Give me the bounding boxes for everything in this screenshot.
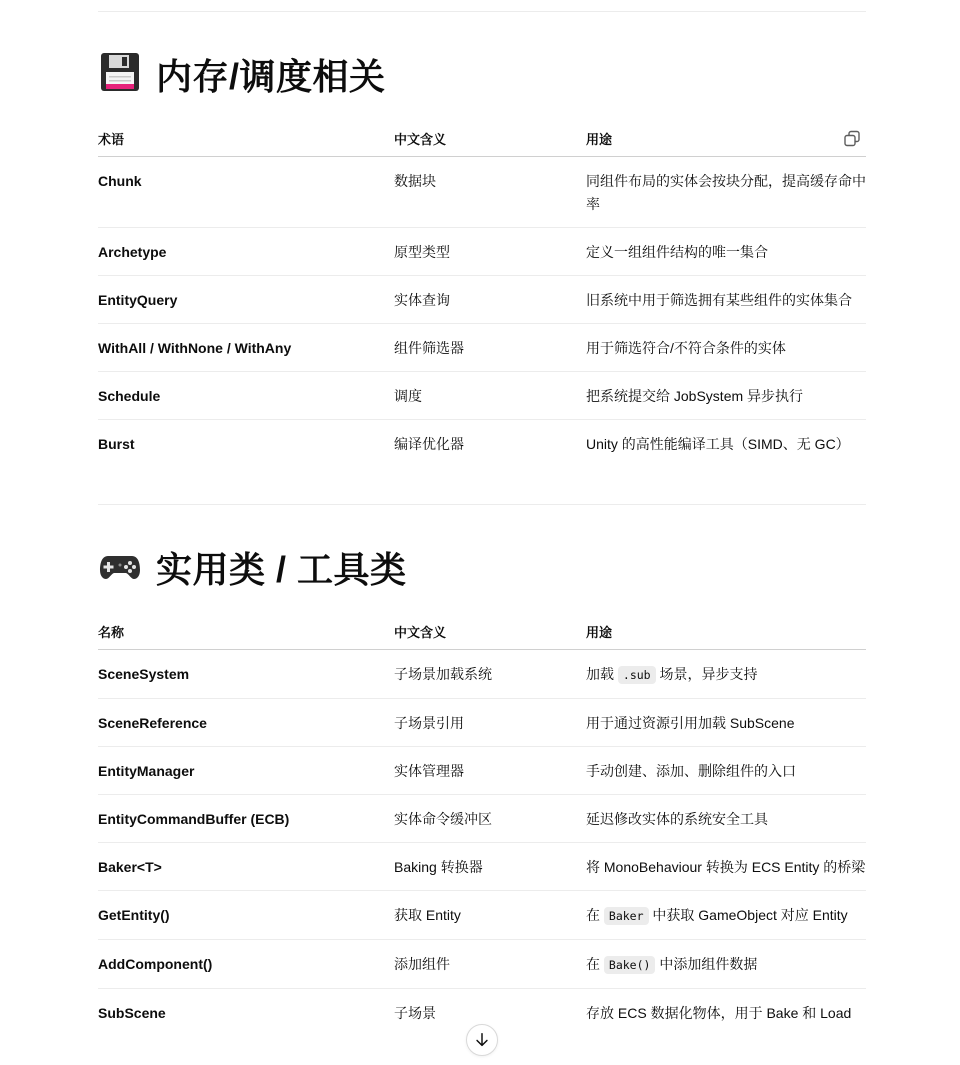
table-row — [98, 276, 866, 324]
table-row — [98, 843, 866, 891]
meaning-cell: Baking 转换器 — [394, 843, 586, 891]
term-cell: EntityQuery — [98, 276, 394, 324]
scroll-to-bottom-button[interactable] — [466, 1024, 498, 1056]
column-header-meaning: 中文含义 — [394, 622, 586, 650]
game-controller-icon — [98, 543, 146, 591]
top-divider — [98, 11, 866, 12]
term-cell: GetEntity() — [98, 891, 394, 940]
table-row — [98, 650, 866, 699]
meaning-cell: 组件筛选器 — [394, 324, 586, 372]
usage-text: 场景，异步支持 — [659, 666, 758, 682]
table-row — [98, 699, 866, 747]
table-header-row — [98, 622, 866, 650]
term-cell: AddComponent() — [98, 940, 394, 989]
usage-text: 中添加组件数据 — [659, 956, 758, 972]
usage-text: 加载 — [586, 666, 614, 682]
table-row — [98, 940, 866, 989]
section-title-text: 实用类 / 工具类 — [156, 548, 407, 590]
term-cell: SubScene — [98, 1005, 166, 1021]
inline-code: .sub — [618, 666, 656, 684]
usage-cell: 旧系统中用于筛选拥有某些组件的实体集合 — [586, 276, 866, 324]
term-cell: Baker<T> — [98, 843, 394, 891]
term-cell: WithAll / WithNone / WithAny — [98, 324, 394, 372]
term-cell: EntityManager — [98, 747, 394, 795]
table-row — [98, 157, 866, 228]
table-row — [98, 891, 866, 940]
table-row — [98, 795, 866, 843]
term-cell: Schedule — [98, 372, 394, 420]
usage-cell — [586, 891, 866, 940]
meaning-cell: 数据块 — [394, 157, 586, 228]
term-cell: Burst — [98, 436, 135, 452]
usage-cell: 同组件布局的实体会按块分配，提高缓存命中率 — [586, 157, 866, 228]
meaning-cell: 子场景引用 — [394, 699, 586, 747]
term-cell: Chunk — [98, 157, 394, 228]
meaning-cell: 原型类型 — [394, 228, 586, 276]
term-cell: EntityCommandBuffer (ECB) — [98, 795, 394, 843]
usage-text: 在 — [586, 956, 600, 972]
table-row — [98, 372, 866, 420]
inline-code: Baker — [604, 907, 649, 925]
section-divider — [98, 504, 866, 505]
term-cell: SceneSystem — [98, 650, 394, 699]
usage-cell: 定义一组组件结构的唯一集合 — [586, 228, 866, 276]
meaning-cell: 实体命令缓冲区 — [394, 795, 586, 843]
meaning-cell: 子场景 — [394, 1005, 436, 1021]
section-heading-utilities — [98, 542, 407, 592]
section-heading-memory — [98, 49, 386, 99]
usage-cell — [586, 650, 866, 699]
table-header-row — [98, 129, 866, 157]
column-header-usage: 用途 — [586, 622, 866, 650]
meaning-cell: 调度 — [394, 372, 586, 420]
usage-text: 在 — [586, 907, 600, 923]
utility-classes-table — [98, 622, 866, 1036]
usage-text: 中获取 GameObject 对应 Entity — [652, 907, 848, 923]
usage-cell: 存放 ECS 数据化物体，用于 Bake 和 Load — [586, 1005, 852, 1021]
usage-cell — [586, 940, 866, 989]
usage-cell: 把系统提交给 JobSystem 异步执行 — [586, 372, 866, 420]
usage-cell: 延迟修改实体的系统安全工具 — [586, 795, 866, 843]
column-header-term: 术语 — [98, 129, 394, 157]
usage-cell: 用于通过资源引用加载 SubScene — [586, 699, 866, 747]
usage-cell: 手动创建、添加、删除组件的入口 — [586, 747, 866, 795]
table-row — [98, 324, 866, 372]
term-cell: SceneReference — [98, 699, 394, 747]
usage-cell: 用于筛选符合/不符合条件的实体 — [586, 324, 866, 372]
table-row — [98, 747, 866, 795]
column-header-meaning: 中文含义 — [394, 129, 586, 157]
meaning-cell: 获取 Entity — [394, 891, 586, 940]
table-row — [98, 228, 866, 276]
meaning-cell: 子场景加载系统 — [394, 650, 586, 699]
arrow-down-icon — [473, 1031, 491, 1049]
meaning-cell: 编译优化器 — [394, 436, 464, 452]
memory-terms-table — [98, 129, 866, 467]
section-title-text: 内存/调度相关 — [156, 55, 386, 97]
floppy-disk-icon — [98, 50, 146, 98]
term-cell: Archetype — [98, 228, 394, 276]
meaning-cell: 实体查询 — [394, 276, 586, 324]
usage-cell: Unity 的高性能编译工具（SIMD、无 GC） — [586, 436, 850, 452]
column-header-name: 名称 — [98, 622, 394, 650]
column-header-usage: 用途 — [586, 129, 866, 157]
usage-cell: 将 MonoBehaviour 转换为 ECS Entity 的桥梁 — [586, 843, 866, 891]
table-row — [98, 420, 866, 468]
meaning-cell: 实体管理器 — [394, 747, 586, 795]
inline-code: Bake() — [604, 956, 656, 974]
meaning-cell: 添加组件 — [394, 940, 586, 989]
